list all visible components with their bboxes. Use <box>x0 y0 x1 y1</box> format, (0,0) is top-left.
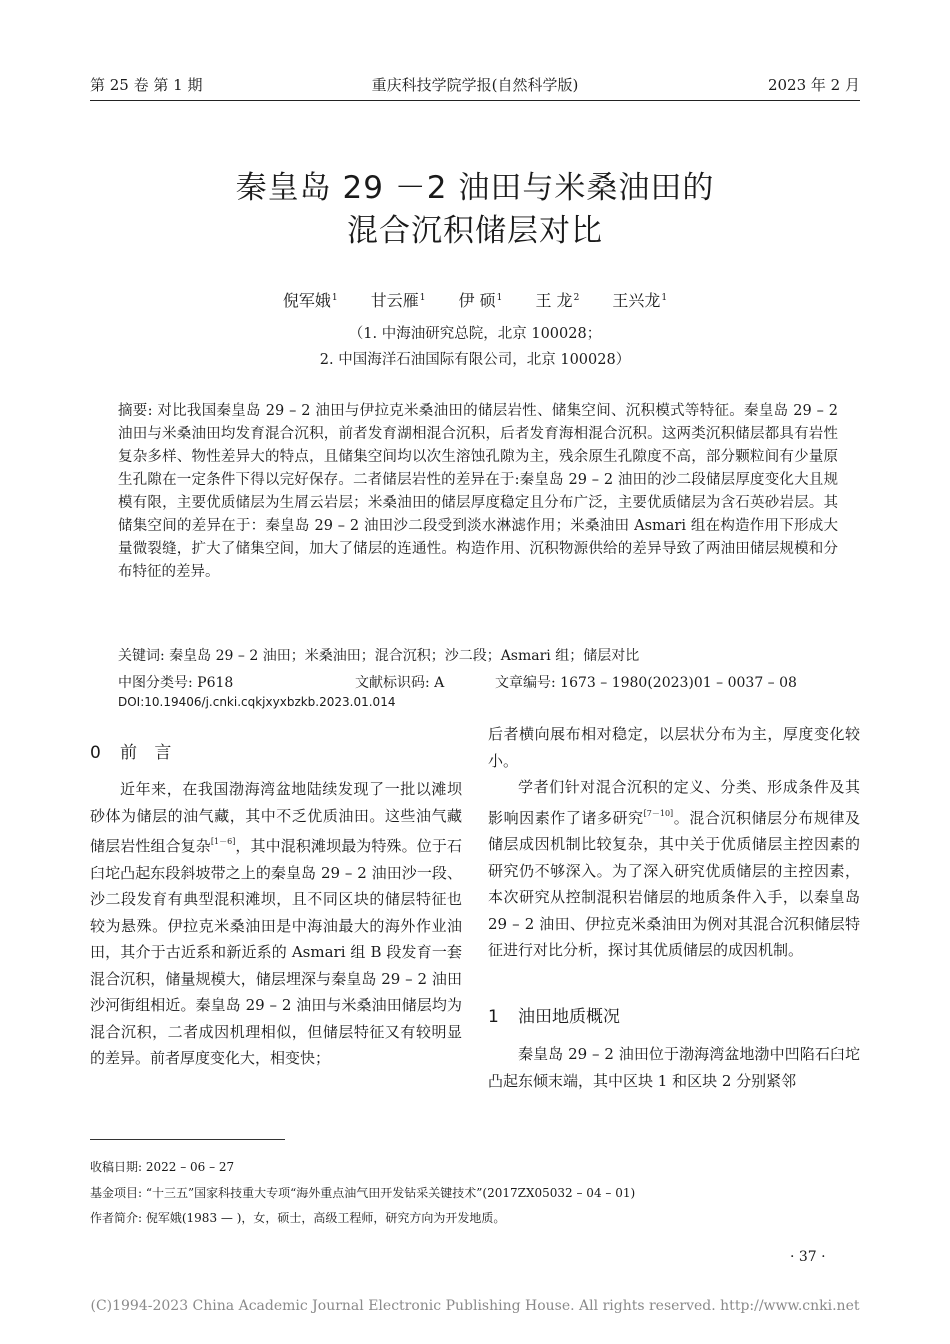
right-column <box>488 721 860 964</box>
header-journal: 重庆科技学院学报(自然科学版) <box>371 76 579 94</box>
article-number: 文章编号: 1673 – 1980(2023)01 – 0037 – 08 <box>495 675 797 691</box>
intro-paragraph: 近年来，在我国渤海湾盆地陆续发现了一批以滩坝砂体为储层的油气藏，其中不乏优质油田。这些油气藏储层岩性组合复杂[1－6]，其中混积滩坝最为特殊。位于石臼坨凸起东段斜坡带之上的秦皇岛 29 – 2 油田沙一段、沙二段发育有典型混积滩坝，且不同区块的储层特征也较为悬殊。伊拉克米桑油田是中海油最大的海外作业油田，其介于古近系和新近系的 Asmari 组 B 段发育一套混合沉积，储量规模大，储层埋深与秦皇岛 29 – 2 油田沙河街组相近。秦皇岛 29 – 2 油田与米桑油田储层均为混合沉积，二者成因机理相似，但储层特征又有较明显的差异。前者厚度变化大，相变快； <box>90 780 462 1067</box>
affiliation-1: （1. 中海油研究总院，北京 100028； <box>348 326 602 342</box>
keywords: 关键词: 秦皇岛 29 – 2 油田；米桑油田；混合沉积；沙二段；Asmari 组；储层对比 <box>118 648 640 664</box>
footnote-rule <box>90 1139 285 1140</box>
author: 倪军娥$^1$ <box>282 291 338 310</box>
fund-project: 基金项目: “十三五”国家科技重大专项“海外重点油气田开发钻采关键技术”(2017ZX05032 – 04 – 01) <box>90 1186 636 1200</box>
intro-paragraph-2: 学者们针对混合沉积的定义、分类、形成条件及其影响因素作了诸多研究[7－10]。混合沉积储层分布规律及储层成因机制比较复杂，其中关于优质储层主控因素的研究仍不够深入。为了深入研究优质储层的主控因素，本次研究从控制混积岩储层的地质条件入手，以秦皇岛 29 – 2 油田、伊拉克米桑油田为例对其混合沉积储层特征进行对比分析，探讨其优质储层的成因机制。 <box>488 778 860 959</box>
page-number: · 37 · <box>790 1249 826 1265</box>
citation: [1－6] <box>210 837 236 846</box>
title-line-1: 秦皇岛 29 －2 油田与米桑油田的 <box>235 170 715 206</box>
abstract: 摘要: 对比我国秦皇岛 29 – 2 油田与伊拉克米桑油田的储层岩性、储集空间、沉积模式等特征。秦皇岛 29 – 2 油田与米桑油田均发育混合沉积，前者发育湖相混合沉积，后者发育海相混合沉积。这两类沉积储层都具有岩性复杂多样、物性差异大的特点，且储集空间均以次生溶蚀孔隙为主，残余原生孔隙度不高，部分颗粒间有少量原生孔隙在一定条件下得以完好保存。二者储层岩性的差异在于:秦皇岛 29 – 2 油田的沙二段储层厚度变化大且规模有限，主要优质储层为生屑云岩层；米桑油田的储层厚度稳定且分布广泛，主要优质储层为含石英砂岩层。其储集空间的差异在于：秦皇岛 29 – 2 油田沙二段受到淡水淋滤作用；米桑油田 Asmari 组在构造作用下形成大量微裂缝，扩大了储集空间，加大了储层的连通性。构造作用、沉积物源供给的差异导致了两油田储层规模和分布特征的差异。 <box>118 403 838 580</box>
document-code: 文献标识码: A <box>355 675 445 691</box>
author: 伊 硕$^1$ <box>458 291 503 310</box>
author: 王 龙$^2$ <box>535 291 580 310</box>
intro-paragraph-continued: 后者横向展布相对稳定，以层状分布为主，厚度变化较小。 <box>488 725 860 770</box>
header-date: 2023 年 2 月 <box>767 76 860 94</box>
section-heading-1: 1 油田地质概况 <box>488 1007 620 1027</box>
section-heading-0: 0 前 言 <box>90 743 178 763</box>
affiliation-2: 2. 中国海洋石油国际有限公司，北京 100028） <box>319 352 631 368</box>
doi: DOI:10.19406/j.cnki.cqkjxyxbzkb.2023.01.014 <box>118 695 396 709</box>
header-volume: 第 25 卷 第 1 期 <box>90 76 203 94</box>
title-line-2: 混合沉积储层对比 <box>347 213 603 249</box>
received-date: 收稿日期: 2022 – 06 – 27 <box>90 1160 235 1174</box>
author-bio: 作者简介: 倪军娥(1983 — )，女，硕士，高级工程师，研究方向为开发地质。 <box>90 1211 506 1225</box>
left-column <box>90 776 462 1072</box>
copyright-watermark: (C)1994-2023 China Academic Journal Electronic Publishing House. All rights reserved. http://www.cnki.net <box>90 1298 860 1314</box>
geology-paragraph: 秦皇岛 29 – 2 油田位于渤海湾盆地渤中凹陷石臼坨凸起东倾末端，其中区块 1 和区块 2 分别紧邻 <box>488 1045 860 1090</box>
author: 甘云雁$^1$ <box>370 291 426 310</box>
author-list <box>0 288 950 311</box>
author: 王兴龙$^1$ <box>612 291 668 310</box>
header-rule <box>90 100 860 101</box>
geology-overview <box>488 1041 860 1094</box>
citation: [7－10] <box>643 808 674 818</box>
classification-number: 中图分类号: P618 <box>118 675 234 691</box>
